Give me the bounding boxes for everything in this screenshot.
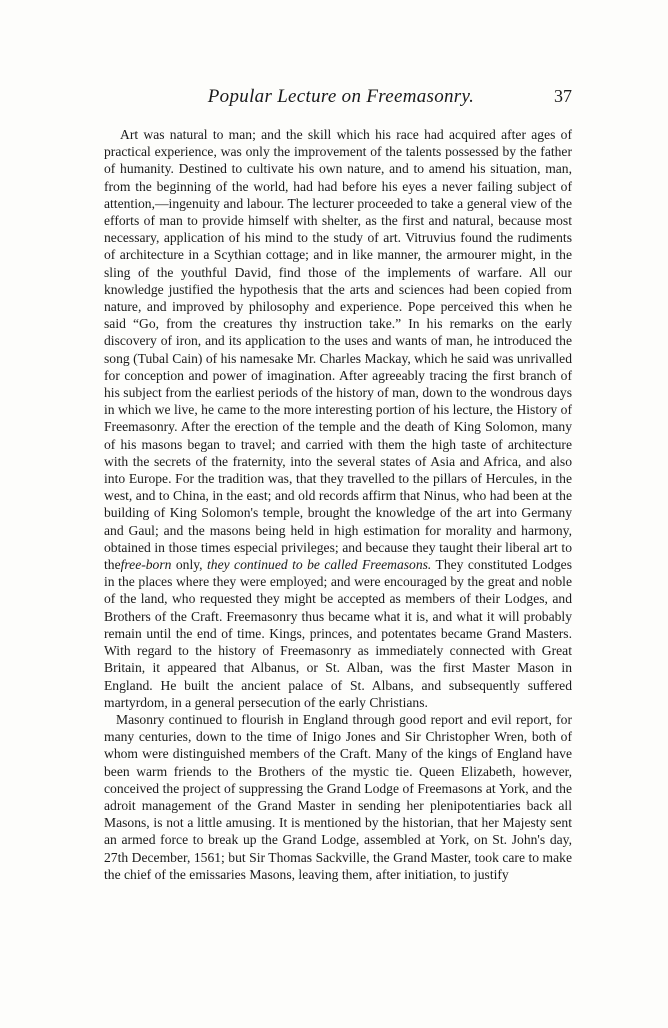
paragraph-text: They constituted Lodges in the places where they were employed; and were encouraged by the great and noble of the land, who requested they might be accepted as members of their Lodges, and Brothers of the Craft. Freemasonry thus became what it is, and what it will probably remain until the end of time. Kings, princes, and potentates became Grand Masters. With regard to the history of Freemasonry as immediately connected with Great Britain, it appeared that Albanus, or St. Alban, was the first Master Mason in England. He built the ancient palace of St. Albans, and subsequently suffered martyrdom, in a general persecution of the early Christians.	[104, 557, 572, 710]
running-title: Popular Lecture on Freemasonry.	[207, 86, 475, 107]
italic-phrase: free-born	[120, 557, 172, 573]
body-text	[104, 126, 572, 883]
italic-phrase: they continued to be called Freemasons.	[202, 557, 432, 573]
paragraph-text: Art was natural to man; and the skill which his race had acquired after ages of practical experience, was only the improvement of the talents possessed by the father of humanity. Destined to cultivate his own nature, and to amend his situation, man, from the beginning of the world, had had before his eyes a never failing subject of attention,—ingenuity and labour. The lecturer proceeded to take a general view of the efforts of man to provide himself with shelter, as the first and natural, because most necessary, application of his mind to the study of art. Vitruvius found the rudiments of architecture in a Scythian cottage; and in like manner, the armourer might, in the sling of the youthful David, find those of the implements of warfare. All our knowledge justified the hypothesis that the arts and sciences had been copied from nature, and improved by philosophy and experience. Pope perceived this when he said “Go, from the creatures thy instruction take.” In his remarks on the early discovery of iron, and its application to the uses and wants of man, he introduced the song (Tubal Cain) of his namesake Mr. Charles Mackay, which he said was unrivalled for conception and power of imagination. After agreeably tracing the first branch of his subject from the earliest periods of the history of man, down to the wondrous days in which we live, he came to the more interesting portion of his lecture, the History of Freemasonry. After the erection of the temple and the death of King Solomon, many of his masons began to travel; and carried with them the high taste of architecture with the secrets of the fraternity, into the several states of Asia and Africa, and also into Europe. For the tradition was, that they travelled to the pillars of Hercules, in the west, and to China, in the east; and old records affirm that Ninus, who had been at the building of King Solomon's temple, brought the knowledge of the art into Germany and Gaul; and the masons being held in high estimation for morality and harmony, obtained in those times especial privileges; and because they taught their liberal art to the	[104, 127, 572, 573]
page-number: 37	[554, 86, 572, 106]
paragraph: Masonry continued to flourish in England through good report and evil report, for many centuries, down to the time of Inigo Jones and Sir Christopher Wren, both of whom were distinguished members of the Craft. Many of the kings of England have been warm friends to the Brothers of the mystic tie. Queen Elizabeth, however, conceived the project of suppressing the Grand Lodge of Freemasons at York, and the adroit management of the Grand Master in sending her plenipotentiaries back all Masons, is not a little amusing. It is mentioned by the historian, that her Majesty sent an armed force to break up the Grand Lodge, assembled at York, on St. John's day, 27th December, 1561; but Sir Thomas Sackville, the Grand Master, took care to make the chief of the emissaries Masons, leaving them, after initiation, to justify	[104, 711, 572, 882]
running-head	[110, 86, 572, 112]
paragraph	[104, 126, 572, 711]
paragraph-text: only,	[171, 557, 203, 573]
